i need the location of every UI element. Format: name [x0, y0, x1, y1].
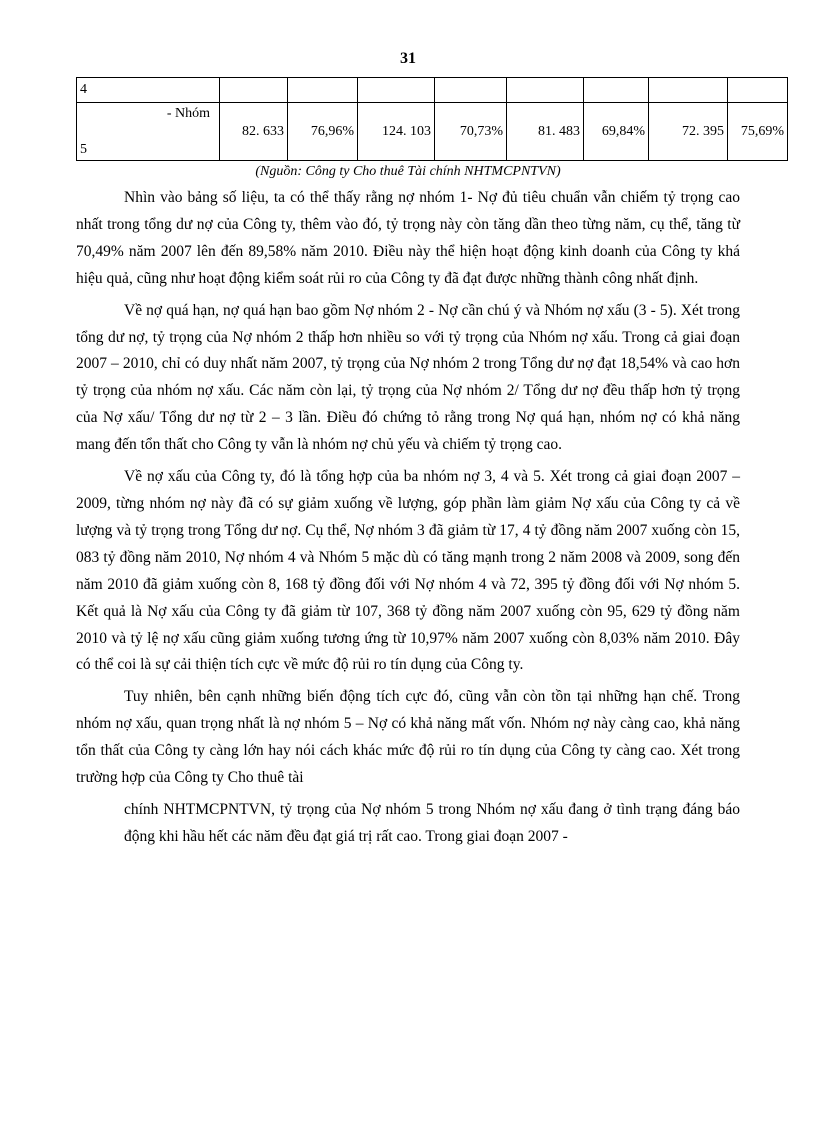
- table-cell: [649, 78, 728, 103]
- paragraph: chính NHTMCPNTVN, tỷ trọng của Nợ nhóm 5 trong Nhóm nợ xấu đang ở tình trạng đáng báo động khi hầu hết các năm đều đạt giá trị rất cao. Trong giai đoạn 2007 -: [124, 800, 740, 845]
- table-cell: 124. 103: [358, 103, 435, 161]
- paragraph: Về nợ quá hạn, nợ quá hạn bao gồm Nợ nhóm 2 - Nợ cần chú ý và Nhóm nợ xấu (3 - 5). Xét trong tổng dư nợ, tỷ trọng của Nợ nhóm 2 thấp hơn nhiều so với tỷ trọng của Nhóm nợ xấu. Trong cả giai đoạn 2007 – 2010, chỉ có duy nhất năm 2007, tỷ trọng của Nợ nhóm 2 trong Tổng dư nợ đạt 18,54% và cao hơn tỷ trọng của nhóm nợ xấu. Các năm còn lại, tỷ trọng của Nợ nhóm 2/ Tổng dư nợ đều thấp hơn tỷ trọng của Nợ xấu/ Tổng dư nợ từ 2 – 3 lần. Điều đó chứng tỏ rằng trong Nợ quá hạn, nhóm nợ có khả năng mang đến tổn thất cho Công ty vẫn là nhóm nợ chủ yếu và chiếm tỷ trọng cao.: [76, 301, 740, 454]
- table-cell: [288, 78, 358, 103]
- paragraph: Về nợ xấu của Công ty, đó là tổng hợp của ba nhóm nợ 3, 4 và 5. Xét trong cả giai đoạn 2007 – 2009, từng nhóm nợ này đã có sự giảm xuống về lượng, góp phần làm giảm Nợ xấu của Công ty cả về lượng và tỷ trọng trong Tổng dư nợ. Cụ thể, Nợ nhóm 3 đã giảm từ 17, 4 tỷ đồng năm 2007 xuống còn 15, 083 tỷ đồng năm 2010, Nợ nhóm 4 và Nhóm 5 mặc dù có tăng mạnh trong 2 năm 2008 và 2009, song đến năm 2010 đã giảm xuống còn 8, 168 tỷ đồng đối với Nợ nhóm 4 và 72, 395 tỷ đồng đối với Nợ nhóm 5. Kết quả là Nợ xấu của Công ty đã giảm từ 107, 368 tỷ đồng năm 2007 xuống còn 95, 629 tỷ đồng năm 2010 và tỷ lệ nợ xấu cũng giảm xuống tương ứng từ 10,97% năm 2007 xuống còn 8,03% năm 2010. Đây có thể coi là sự cải thiện tích cực về mức độ rủi ro tín dụng của Công ty.: [76, 468, 740, 674]
- table-source-note: (Nguồn: Công ty Cho thuê Tài chính NHTMCPNTVN): [255, 164, 561, 179]
- table-cell: [358, 78, 435, 103]
- table-cell: [435, 78, 507, 103]
- table-cell: [507, 78, 584, 103]
- table-row: [77, 78, 788, 103]
- paragraph: Tuy nhiên, bên cạnh những biến động tích cực đó, cũng vẫn còn tồn tại những hạn chế. Trong nhóm nợ xấu, quan trọng nhất là nợ nhóm 5 – Nợ có khả năng mất vốn. Nhóm nợ này càng cao, khả năng tổn thất của Công ty càng lớn hay nói cách khác mức độ rủi ro tín dụng của Công ty càng cao. Xét trong trường hợp của Công ty Cho thuê tài: [76, 688, 740, 787]
- body-text: [76, 185, 740, 856]
- table-cell: [728, 78, 788, 103]
- table-cell: 82. 633: [220, 103, 288, 161]
- table-cell: [220, 78, 288, 103]
- category-cell: [77, 103, 220, 161]
- table-cell: 76,96%: [288, 103, 358, 161]
- table-cell: 81. 483: [507, 103, 584, 161]
- table-cell: 72. 395: [649, 103, 728, 161]
- table-row: [77, 103, 788, 161]
- table-cell: 69,84%: [584, 103, 649, 161]
- table-cell: 70,73%: [435, 103, 507, 161]
- table-cell: [584, 78, 649, 103]
- paragraph: Nhìn vào bảng số liệu, ta có thể thấy rằng nợ nhóm 1- Nợ đủ tiêu chuẩn vẫn chiếm tỷ trọng cao nhất trong tổng dư nợ của Công ty, thêm vào đó, tỷ trọng này còn tăng dần theo từng năm, cụ thể, tăng từ 70,49% năm 2007 lên đến 89,58% năm 2010. Điều này thể hiện hoạt động kinh doanh của Công ty khá hiệu quả, cũng như hoạt động kiểm soát rủi ro của Công ty đã đạt được những thành công nhất định.: [76, 189, 740, 287]
- table-cell: 75,69%: [728, 103, 788, 161]
- category-label: - Nhóm: [166, 105, 210, 121]
- page-number: 31: [400, 50, 416, 67]
- category-cell: 4: [77, 78, 220, 103]
- debt-table: [76, 77, 788, 161]
- category-number: 5: [80, 141, 87, 157]
